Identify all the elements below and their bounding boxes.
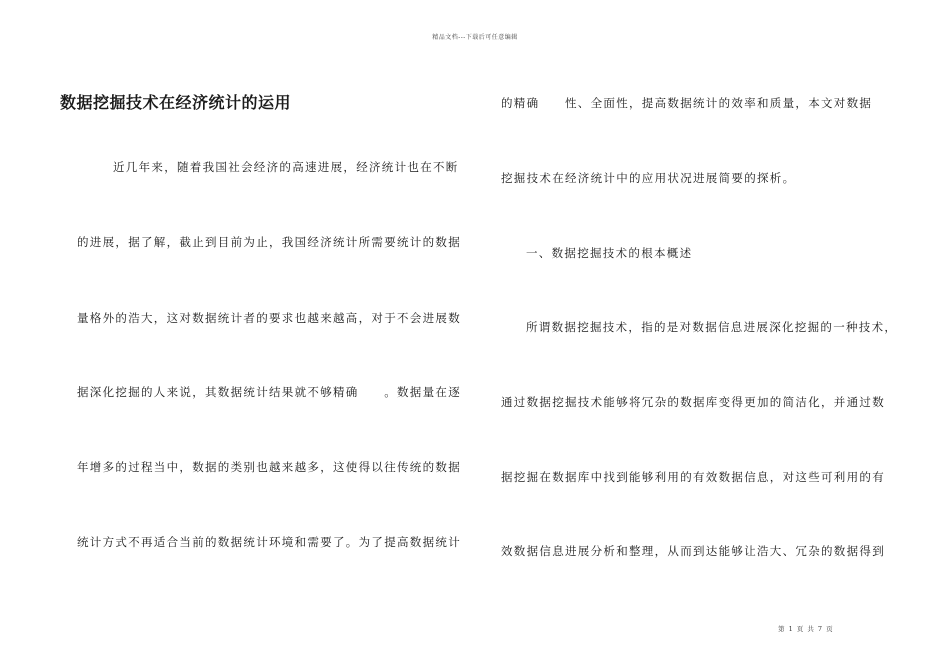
- paragraph-line: 的进展，据了解，截止到目前为止，我国经济统计所需要统计的数据: [77, 235, 461, 249]
- document-title: 数据挖掘技术在经济统计的运用: [60, 93, 292, 112]
- paragraph-line: 年增多的过程当中，数据的类别也越来越多，这使得以往传统的数据: [77, 460, 461, 474]
- paragraph-line: 据挖掘在数据库中找到能够利用的有效数据信息，对这些可利用的有: [501, 470, 885, 484]
- paragraph-line: 的精确 性、全面性，提高数据统计的效率和质量，本文对数据: [501, 96, 873, 110]
- page-header-note: 精品文档---下载后可任意编辑: [432, 34, 518, 41]
- paragraph-line: 统计方式不再适合当前的数据统计环境和需要了。为了提高数据统计: [77, 535, 461, 549]
- paragraph-line: 通过数据挖掘技术能够将冗杂的数据库变得更加的简洁化，并通过数: [501, 395, 885, 409]
- page-number: 第 1 页 共 7 页: [778, 625, 834, 633]
- paragraph-line: 近几年来，随着我国社会经济的高速进展，经济统计也在不断: [113, 160, 459, 174]
- paragraph-line: 所谓数据挖掘技术，指的是对数据信息进展深化挖掘的一种技术，: [526, 320, 898, 334]
- paragraph-line: 据深化挖掘的人来说，其数据统计结果就不够精确 。数据量在逐: [77, 385, 461, 399]
- paragraph-line: 效数据信息进展分析和整理，从而到达能够让浩大、冗杂的数据得到: [501, 544, 885, 558]
- paragraph-line: 挖掘技术在经济统计中的应用状况进展简要的探析。: [501, 171, 796, 185]
- section-heading: 一、数据挖掘技术的根本概述: [526, 246, 693, 260]
- paragraph-line: 量格外的浩大，这对数据统计者的要求也越来越高，对于不会进展数: [77, 311, 461, 325]
